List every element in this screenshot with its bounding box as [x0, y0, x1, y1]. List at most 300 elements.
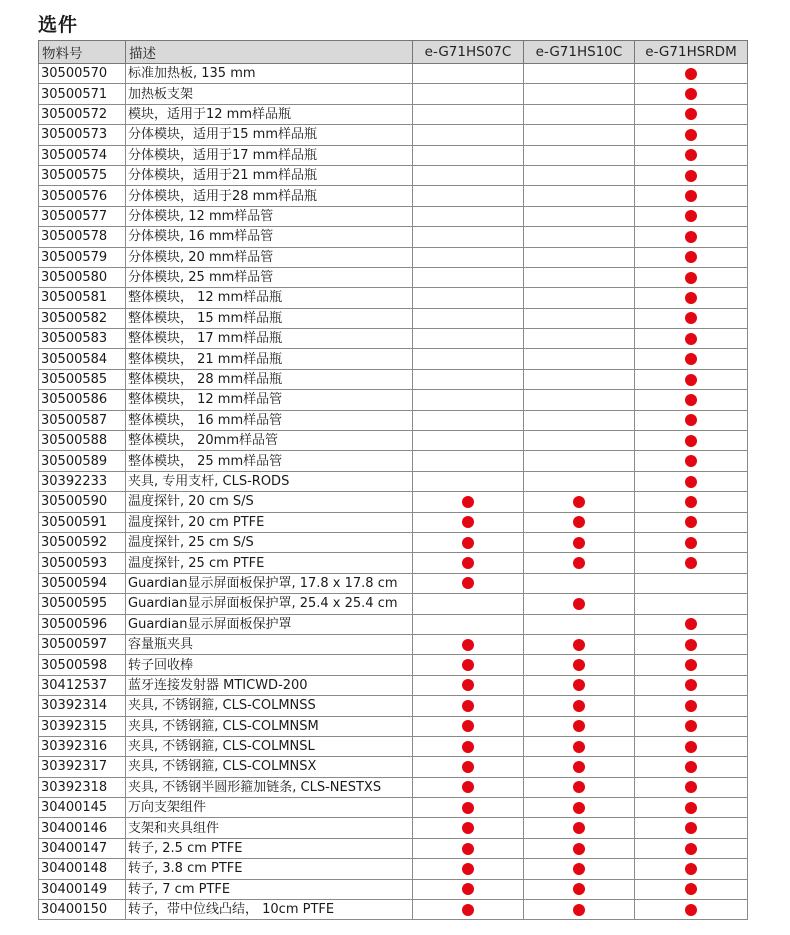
compatibility-cell [413, 736, 524, 756]
compatible-dot-icon [685, 781, 697, 793]
compatibility-cell [524, 879, 635, 899]
description-cell: 整体模块， 12 mm样品管 [126, 390, 413, 410]
description-cell: 整体模块， 28 mm样品瓶 [126, 369, 413, 389]
part-number-cell: 30400150 [39, 900, 126, 920]
compatibility-cell [524, 431, 635, 451]
compatibility-cell [413, 288, 524, 308]
compatibility-cell [524, 267, 635, 287]
table-row [39, 308, 748, 328]
description-cell: 分体模块, 16 mm样品管 [126, 227, 413, 247]
compatibility-cell [413, 145, 524, 165]
part-number-cell: 30412537 [39, 675, 126, 695]
compatibility-cell [413, 227, 524, 247]
compatible-dot-icon [685, 476, 697, 488]
compatible-dot-icon [685, 108, 697, 120]
compatible-dot-icon [685, 883, 697, 895]
description-cell: 温度探针, 20 cm PTFE [126, 512, 413, 532]
part-number-cell: 30500579 [39, 247, 126, 267]
compatibility-cell [635, 736, 748, 756]
compatibility-cell [635, 532, 748, 552]
description-cell: 夹具, 专用支杆, CLS-RODS [126, 471, 413, 491]
compatible-dot-icon [685, 190, 697, 202]
compatible-dot-icon [685, 700, 697, 712]
table-row [39, 410, 748, 430]
compatibility-cell [635, 471, 748, 491]
compatible-dot-icon [573, 741, 585, 753]
part-number-cell: 30500581 [39, 288, 126, 308]
description-cell: Guardian显示屏面板保护罩 [126, 614, 413, 634]
compatibility-cell [413, 329, 524, 349]
description-cell: 夹具, 不锈钢箍, CLS-COLMNSM [126, 716, 413, 736]
compatibility-cell [524, 818, 635, 838]
part-number-cell: 30500570 [39, 64, 126, 84]
part-number-cell: 30500593 [39, 553, 126, 573]
part-number-cell: 30500598 [39, 655, 126, 675]
compatible-dot-icon [685, 802, 697, 814]
part-number-cell: 30500577 [39, 206, 126, 226]
table-row [39, 716, 748, 736]
description-cell: 夹具, 不锈钢半圆形箍加链条, CLS-NESTXS [126, 777, 413, 797]
compatibility-cell [635, 308, 748, 328]
compatible-dot-icon [573, 679, 585, 691]
description-cell: 分体模块, 12 mm样品管 [126, 206, 413, 226]
compatibility-cell [524, 247, 635, 267]
description-cell: 整体模块， 25 mm样品管 [126, 451, 413, 471]
compatibility-cell [413, 390, 524, 410]
part-number-cell: 30500573 [39, 125, 126, 145]
compatibility-cell [635, 125, 748, 145]
description-cell: 转子，带中位线凸结， 10cm PTFE [126, 900, 413, 920]
part-number-cell: 30500587 [39, 410, 126, 430]
compatibility-cell [413, 553, 524, 573]
description-cell: 万向支架组件 [126, 798, 413, 818]
compatibility-cell [635, 900, 748, 920]
compatibility-cell [524, 594, 635, 614]
compatibility-cell [413, 696, 524, 716]
compatibility-cell [413, 859, 524, 879]
compatible-dot-icon [573, 639, 585, 651]
compatibility-cell [413, 655, 524, 675]
compatibility-cell [524, 634, 635, 654]
compatible-dot-icon [462, 639, 474, 651]
table-row [39, 879, 748, 899]
compatibility-cell [413, 349, 524, 369]
compatibility-cell [635, 838, 748, 858]
description-cell: 温度探针, 20 cm S/S [126, 492, 413, 512]
table-row [39, 696, 748, 716]
compatibility-cell [524, 288, 635, 308]
compatibility-cell [413, 165, 524, 185]
table-row [39, 818, 748, 838]
compatibility-cell [635, 553, 748, 573]
compatible-dot-icon [462, 741, 474, 753]
compatible-dot-icon [573, 659, 585, 671]
compatible-dot-icon [685, 149, 697, 161]
compatibility-cell [524, 716, 635, 736]
description-cell: 支架和夹具组件 [126, 818, 413, 838]
compatibility-cell [635, 859, 748, 879]
compatible-dot-icon [462, 720, 474, 732]
description-cell: 分体模块，适用于28 mm样品瓶 [126, 186, 413, 206]
compatibility-cell [524, 84, 635, 104]
compatibility-cell [524, 329, 635, 349]
compatible-dot-icon [685, 741, 697, 753]
part-number-cell: 30400149 [39, 879, 126, 899]
compatible-dot-icon [685, 537, 697, 549]
table-row [39, 757, 748, 777]
compatibility-cell [635, 247, 748, 267]
compatibility-cell [635, 186, 748, 206]
table-row [39, 206, 748, 226]
compatible-dot-icon [462, 537, 474, 549]
compatibility-cell [524, 206, 635, 226]
compatibility-cell [413, 410, 524, 430]
compatibility-cell [524, 125, 635, 145]
compatibility-cell [635, 349, 748, 369]
compatibility-cell [524, 145, 635, 165]
compatible-dot-icon [685, 353, 697, 365]
compatibility-cell [413, 614, 524, 634]
description-cell: 转子, 7 cm PTFE [126, 879, 413, 899]
description-cell: 转子回收棒 [126, 655, 413, 675]
compatible-dot-icon [462, 516, 474, 528]
table-row [39, 573, 748, 593]
header-part-number: 物料号 [39, 41, 126, 64]
compatibility-cell [413, 64, 524, 84]
description-cell: 分体模块，适用于17 mm样品瓶 [126, 145, 413, 165]
compatibility-cell [413, 471, 524, 491]
description-cell: 温度探针, 25 cm S/S [126, 532, 413, 552]
description-cell: 分体模块, 25 mm样品管 [126, 267, 413, 287]
table-row [39, 390, 748, 410]
description-cell: Guardian显示屏面板保护罩, 17.8 x 17.8 cm [126, 573, 413, 593]
compatible-dot-icon [685, 455, 697, 467]
compatible-dot-icon [685, 843, 697, 855]
compatibility-cell [413, 431, 524, 451]
compatibility-cell [524, 614, 635, 634]
description-cell: 整体模块， 12 mm样品瓶 [126, 288, 413, 308]
compatible-dot-icon [462, 761, 474, 773]
table-row [39, 267, 748, 287]
compatibility-cell [413, 757, 524, 777]
part-number-cell: 30500586 [39, 390, 126, 410]
compatibility-cell [524, 451, 635, 471]
part-number-cell: 30500578 [39, 227, 126, 247]
part-number-cell: 30400146 [39, 818, 126, 838]
table-row [39, 227, 748, 247]
table-row [39, 532, 748, 552]
table-row [39, 84, 748, 104]
table-row [39, 471, 748, 491]
description-cell: 夹具, 不锈钢箍, CLS-COLMNSL [126, 736, 413, 756]
description-cell: 整体模块， 17 mm样品瓶 [126, 329, 413, 349]
compatible-dot-icon [685, 863, 697, 875]
table-row [39, 451, 748, 471]
table-row [39, 736, 748, 756]
compatible-dot-icon [685, 231, 697, 243]
compatibility-cell [524, 349, 635, 369]
header-model-hs07c: e-G71HS07C [413, 41, 524, 64]
table-row [39, 614, 748, 634]
table-row [39, 145, 748, 165]
compatibility-cell [524, 410, 635, 430]
compatibility-cell [635, 410, 748, 430]
compatibility-cell [413, 267, 524, 287]
compatibility-cell [524, 390, 635, 410]
compatible-dot-icon [573, 720, 585, 732]
compatibility-cell [524, 757, 635, 777]
part-number-cell: 30500591 [39, 512, 126, 532]
compatibility-cell [524, 227, 635, 247]
part-number-cell: 30500580 [39, 267, 126, 287]
part-number-cell: 30500594 [39, 573, 126, 593]
part-number-cell: 30392316 [39, 736, 126, 756]
compatibility-cell [635, 818, 748, 838]
description-cell: 标准加热板, 135 mm [126, 64, 413, 84]
compatibility-cell [524, 553, 635, 573]
compatible-dot-icon [685, 272, 697, 284]
description-cell: 整体模块， 20mm样品管 [126, 431, 413, 451]
compatibility-cell [635, 206, 748, 226]
compatibility-cell [635, 145, 748, 165]
description-cell: Guardian显示屏面板保护罩, 25.4 x 25.4 cm [126, 594, 413, 614]
compatible-dot-icon [573, 883, 585, 895]
part-number-cell: 30500582 [39, 308, 126, 328]
compatibility-cell [635, 492, 748, 512]
table-row [39, 900, 748, 920]
compatible-dot-icon [685, 68, 697, 80]
compatibility-cell [524, 859, 635, 879]
table-body [39, 64, 748, 920]
header-model-hsrdm: e-G71HSRDM [635, 41, 748, 64]
compatibility-cell [635, 798, 748, 818]
compatibility-cell [413, 532, 524, 552]
compatible-dot-icon [685, 88, 697, 100]
compatibility-cell [524, 696, 635, 716]
compatible-dot-icon [462, 904, 474, 916]
description-cell: 转子, 2.5 cm PTFE [126, 838, 413, 858]
compatible-dot-icon [573, 598, 585, 610]
compatibility-cell [635, 777, 748, 797]
compatibility-cell [635, 64, 748, 84]
part-number-cell: 30500575 [39, 165, 126, 185]
compatibility-cell [635, 390, 748, 410]
compatible-dot-icon [462, 863, 474, 875]
description-cell: 温度探针, 25 cm PTFE [126, 553, 413, 573]
compatible-dot-icon [685, 374, 697, 386]
compatibility-cell [413, 594, 524, 614]
compatible-dot-icon [462, 700, 474, 712]
compatible-dot-icon [462, 496, 474, 508]
compatibility-cell [524, 838, 635, 858]
part-number-cell: 30500590 [39, 492, 126, 512]
compatibility-cell [524, 900, 635, 920]
compatibility-cell [524, 492, 635, 512]
table-header-row [39, 41, 748, 64]
compatibility-cell [413, 798, 524, 818]
part-number-cell: 30392314 [39, 696, 126, 716]
description-cell: 分体模块, 20 mm样品管 [126, 247, 413, 267]
compatibility-cell [524, 512, 635, 532]
compatibility-cell [524, 165, 635, 185]
compatibility-cell [524, 573, 635, 593]
compatible-dot-icon [685, 639, 697, 651]
compatible-dot-icon [685, 557, 697, 569]
compatibility-cell [635, 512, 748, 532]
part-number-cell: 30500571 [39, 84, 126, 104]
part-number-cell: 30392317 [39, 757, 126, 777]
compatibility-cell [635, 288, 748, 308]
compatibility-cell [635, 451, 748, 471]
table-row [39, 186, 748, 206]
compatibility-cell [524, 369, 635, 389]
table-row [39, 594, 748, 614]
table-row [39, 675, 748, 695]
compatibility-cell [635, 329, 748, 349]
compatible-dot-icon [685, 129, 697, 141]
compatible-dot-icon [685, 720, 697, 732]
compatible-dot-icon [462, 802, 474, 814]
compatibility-cell [635, 634, 748, 654]
compatible-dot-icon [685, 496, 697, 508]
part-number-cell: 30500596 [39, 614, 126, 634]
compatible-dot-icon [462, 781, 474, 793]
compatible-dot-icon [685, 659, 697, 671]
compatible-dot-icon [573, 496, 585, 508]
compatible-dot-icon [462, 577, 474, 589]
compatibility-cell [635, 573, 748, 593]
compatibility-cell [524, 798, 635, 818]
compatibility-cell [413, 104, 524, 124]
compatible-dot-icon [685, 333, 697, 345]
compatibility-cell [635, 165, 748, 185]
table-row [39, 329, 748, 349]
part-number-cell: 30500572 [39, 104, 126, 124]
compatibility-cell [524, 471, 635, 491]
table-row [39, 492, 748, 512]
compatible-dot-icon [685, 414, 697, 426]
description-cell: 模块，适用于12 mm样品瓶 [126, 104, 413, 124]
compatibility-cell [635, 614, 748, 634]
compatibility-cell [635, 369, 748, 389]
compatibility-cell [413, 512, 524, 532]
compatibility-cell [413, 838, 524, 858]
compatibility-cell [413, 492, 524, 512]
compatibility-cell [635, 675, 748, 695]
part-number-cell: 30400147 [39, 838, 126, 858]
compatibility-cell [524, 736, 635, 756]
compatibility-cell [413, 186, 524, 206]
part-number-cell: 30500585 [39, 369, 126, 389]
compatibility-cell [413, 818, 524, 838]
compatibility-cell [413, 125, 524, 145]
table-row [39, 859, 748, 879]
compatible-dot-icon [462, 822, 474, 834]
page-title: 选件 [38, 14, 79, 36]
compatible-dot-icon [685, 394, 697, 406]
compatibility-cell [413, 675, 524, 695]
compatible-dot-icon [573, 802, 585, 814]
compatible-dot-icon [462, 557, 474, 569]
part-number-cell: 30400145 [39, 798, 126, 818]
description-cell: 整体模块， 15 mm样品瓶 [126, 308, 413, 328]
compatibility-cell [524, 64, 635, 84]
compatibility-cell [635, 227, 748, 247]
table-row [39, 247, 748, 267]
description-cell: 夹具, 不锈钢箍, CLS-COLMNSS [126, 696, 413, 716]
description-cell: 夹具, 不锈钢箍, CLS-COLMNSX [126, 757, 413, 777]
compatibility-cell [413, 369, 524, 389]
part-number-cell: 30392233 [39, 471, 126, 491]
compatibility-cell [524, 186, 635, 206]
table-row [39, 349, 748, 369]
compatibility-cell [413, 84, 524, 104]
description-cell: 整体模块， 16 mm样品管 [126, 410, 413, 430]
compatibility-cell [413, 451, 524, 471]
compatible-dot-icon [685, 312, 697, 324]
options-table [38, 40, 748, 920]
compatible-dot-icon [685, 251, 697, 263]
table-row [39, 634, 748, 654]
table-row [39, 288, 748, 308]
compatibility-cell [524, 308, 635, 328]
table-row [39, 838, 748, 858]
part-number-cell: 30500589 [39, 451, 126, 471]
header-description: 描述 [126, 41, 413, 64]
compatibility-cell [413, 879, 524, 899]
description-cell: 蓝牙连接发射器 MTICWD-200 [126, 675, 413, 695]
header-model-hs10c: e-G71HS10C [524, 41, 635, 64]
compatible-dot-icon [685, 516, 697, 528]
compatibility-cell [635, 655, 748, 675]
compatible-dot-icon [573, 904, 585, 916]
compatible-dot-icon [573, 761, 585, 773]
compatibility-cell [413, 634, 524, 654]
part-number-cell: 30500584 [39, 349, 126, 369]
compatible-dot-icon [573, 700, 585, 712]
compatibility-cell [413, 573, 524, 593]
compatible-dot-icon [685, 170, 697, 182]
part-number-cell: 30500597 [39, 634, 126, 654]
description-cell: 容量瓶夹具 [126, 634, 413, 654]
table-row [39, 431, 748, 451]
description-cell: 整体模块， 21 mm样品瓶 [126, 349, 413, 369]
compatible-dot-icon [685, 210, 697, 222]
compatible-dot-icon [685, 292, 697, 304]
table-row [39, 655, 748, 675]
table-row [39, 553, 748, 573]
compatible-dot-icon [462, 883, 474, 895]
compatible-dot-icon [685, 679, 697, 691]
compatibility-cell [413, 247, 524, 267]
compatibility-cell [635, 716, 748, 736]
compatible-dot-icon [573, 863, 585, 875]
part-number-cell: 30500583 [39, 329, 126, 349]
compatibility-cell [635, 594, 748, 614]
compatibility-cell [524, 675, 635, 695]
compatibility-cell [413, 206, 524, 226]
part-number-cell: 30400148 [39, 859, 126, 879]
description-cell: 加热板支架 [126, 84, 413, 104]
compatibility-cell [524, 104, 635, 124]
compatibility-cell [413, 900, 524, 920]
compatible-dot-icon [573, 843, 585, 855]
table-row [39, 777, 748, 797]
compatibility-cell [524, 532, 635, 552]
compatible-dot-icon [573, 557, 585, 569]
part-number-cell: 30500595 [39, 594, 126, 614]
compatible-dot-icon [685, 618, 697, 630]
